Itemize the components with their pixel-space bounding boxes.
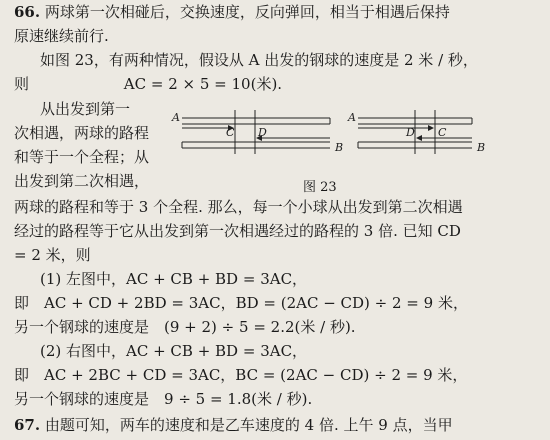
text-line: 由题可知，两车的速度和是乙车速度的 4 倍. 上午 9 点，当甲 [44, 416, 453, 434]
text-line: 原速继续前行. [14, 27, 109, 45]
label-d: D [406, 126, 415, 139]
text-line: 经过的路程等于它从出发到第一次相遇经过的路程的 3 倍. 已知 CD [14, 222, 461, 240]
text-line: 如图 23，有两种情况，假设从 A 出发的钢球的速度是 2 米 / 秒， [40, 51, 478, 69]
figure-23 [170, 104, 500, 174]
formula-ac: AC = 2 × 5 = 10(米). [123, 75, 283, 93]
text-line: 另一个钢球的速度是 9 ÷ 5 = 1.8(米 / 秒). [14, 390, 313, 408]
text-line: (1) 左图中，AC + CB + BD = 3AC， [40, 270, 308, 288]
label-d: D [258, 126, 267, 139]
label-b: B [477, 141, 486, 154]
text-line: 次相遇，两球的路程 [14, 124, 150, 142]
text-line: 和等于一个全程；从 [14, 148, 150, 166]
text-line: 则 [14, 75, 30, 93]
problem-number-67: 67. [14, 416, 41, 434]
text-line: 从出发到第一 [40, 100, 131, 118]
figure-left [171, 110, 343, 154]
label-c: C [226, 126, 235, 139]
figure-right [347, 110, 485, 154]
text-line: 出发到第二次相遇， [14, 172, 150, 190]
label-a: A [172, 111, 180, 124]
label-a: A [348, 111, 356, 124]
text-line: 即 AC + CD + 2BD = 3AC，BD = (2AC − CD) ÷ 2 = 9 米， [14, 294, 468, 312]
text-line: = 2 米，则 [14, 246, 91, 264]
text-line: 两球第一次相碰后，交换速度，反向弹回，相当于相遇后保持 [44, 3, 450, 21]
problem-number-66: 66. [14, 3, 41, 21]
label-c: C [438, 126, 447, 139]
label-b: B [335, 141, 344, 154]
text-line: 另一个钢球的速度是 (9 + 2) ÷ 5 = 2.2(米 / 秒). [14, 318, 356, 336]
text-line: 两球的路程和等于 3 个全程. 那么，每一个小球从出发到第二次相遇 [14, 198, 463, 216]
figure-caption: 图 23 [303, 180, 337, 195]
text-line: 即 AC + 2BC + CD = 3AC，BC = (2AC − CD) ÷ 2 = 9 米， [14, 366, 468, 384]
text-line: (2) 右图中，AC + CB + BD = 3AC， [40, 342, 308, 360]
